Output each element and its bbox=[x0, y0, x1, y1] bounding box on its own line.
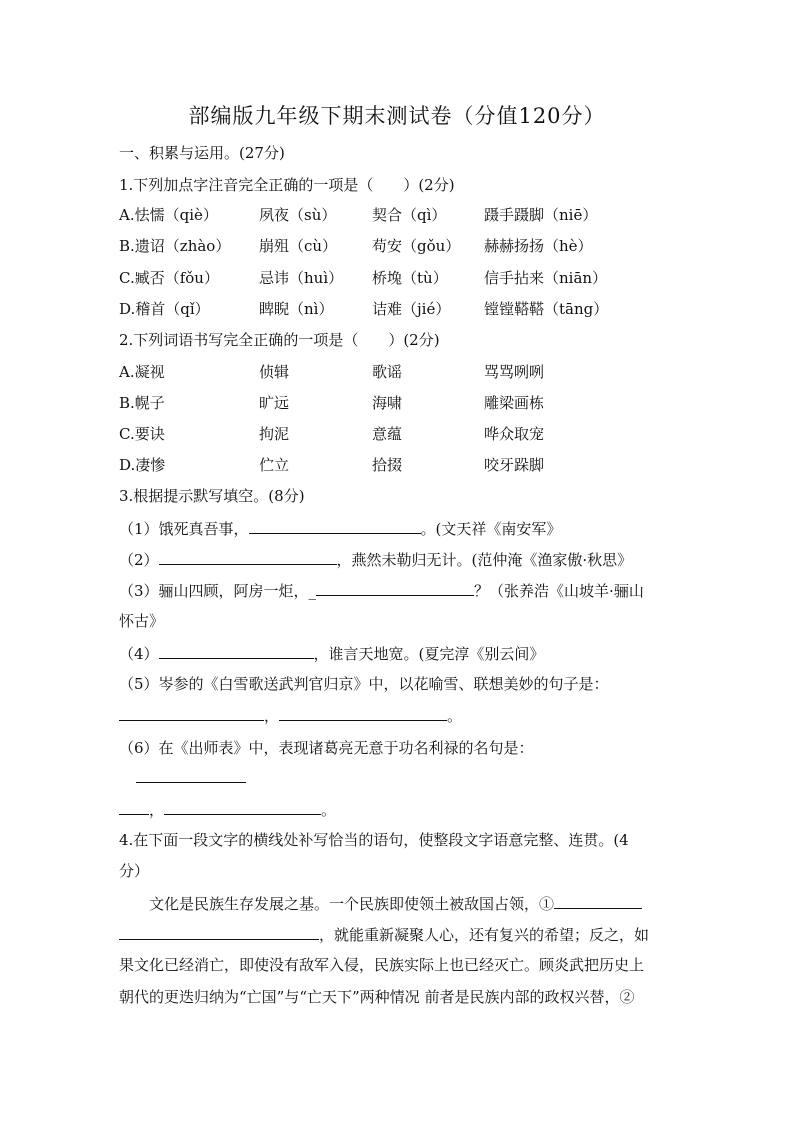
q2-option-d-4: 咬牙跺脚 bbox=[484, 456, 545, 474]
q2-option-a-4: 骂骂咧咧 bbox=[484, 363, 545, 381]
q1-option-d-1: D.稽首（qǐ） bbox=[119, 300, 210, 318]
answer-blank[interactable] bbox=[159, 642, 314, 659]
q4-paragraph-text: ，就能重新凝聚人心，还有复兴的希望；反之，如 bbox=[319, 926, 650, 944]
q3-item-3-prompt: （3）骊山四顾，阿房一炬，_ bbox=[119, 582, 317, 600]
q3-item-1-source: 。(文天祥《南安军》 bbox=[420, 520, 562, 538]
q3-item-6-answer-line-1 bbox=[136, 766, 246, 789]
q1-option-a-3: 契合（qì） bbox=[372, 206, 447, 224]
q3-item-5-answer bbox=[119, 704, 462, 727]
q4-paragraph-line-4: 朝代的更迭归纳为“亡国”与“亡天下”两种情况 前者是民族内部的政权兴替，② bbox=[119, 988, 635, 1006]
q3-item-4 bbox=[119, 642, 544, 665]
q2-option-b-4: 雕梁画栋 bbox=[484, 394, 545, 412]
q2-option-c-4: 哗众取宠 bbox=[484, 425, 545, 443]
question-4-stem: 4.在下面一段文字的横线处补写恰当的语句，使整段文字语意完整、连贯。(4 bbox=[119, 831, 629, 849]
comma: ， bbox=[149, 801, 165, 819]
q2-option-b-1: B.幌子 bbox=[119, 394, 165, 412]
q2-option-a-1: A.凝视 bbox=[119, 363, 165, 381]
answer-blank[interactable] bbox=[119, 704, 264, 721]
q2-option-a-3: 歌谣 bbox=[372, 363, 403, 381]
q3-item-3-continued: 怀古》 bbox=[119, 612, 165, 630]
comma: ， bbox=[264, 707, 280, 725]
q1-option-a-2: 夙夜（sù） bbox=[259, 206, 337, 224]
q3-item-1-prompt: （1）饿死真吾事， bbox=[119, 520, 249, 538]
answer-blank[interactable] bbox=[316, 579, 474, 596]
q3-item-3-source: ？（张养浩《山坡羊·骊山 bbox=[474, 582, 644, 600]
q3-item-6-answer-line-2 bbox=[119, 798, 336, 821]
q3-item-1 bbox=[119, 517, 561, 540]
q1-option-d-4: 镗镗鞳鞳（tāng） bbox=[484, 300, 609, 318]
question-1-stem: 1.下列加点字注音完全正确的一项是（ ）(2分) bbox=[119, 176, 455, 194]
section-heading: 一、积累与运用。(27分) bbox=[119, 144, 285, 162]
answer-blank[interactable] bbox=[119, 798, 149, 815]
q1-option-c-1: C.臧否（fǒu） bbox=[119, 269, 219, 287]
period: 。 bbox=[321, 801, 337, 819]
q3-item-4-number: （4） bbox=[119, 645, 159, 663]
q4-paragraph-line-3: 果文化已经消亡，即使没有敌军入侵，民族实际上也已经灭亡。顾炎武把历史上 bbox=[119, 956, 645, 974]
q2-option-c-2: 拘泥 bbox=[259, 425, 290, 443]
q3-item-2-number: （2） bbox=[119, 551, 159, 569]
question-2-stem: 2.下列词语书写完全正确的一项是（ ）(2分) bbox=[119, 331, 440, 349]
q1-option-c-4: 信手拈来（niān） bbox=[484, 269, 608, 287]
answer-blank-1[interactable] bbox=[119, 923, 319, 940]
q1-option-b-3: 苟安（gǒu） bbox=[372, 237, 461, 255]
q3-item-2-source: ，燕然未勒归无计。(范仲淹《渔家傲·秋思》 bbox=[336, 551, 633, 569]
answer-blank[interactable] bbox=[164, 798, 321, 815]
q2-option-c-1: C.要诀 bbox=[119, 425, 165, 443]
answer-blank[interactable] bbox=[279, 704, 447, 721]
q3-item-5: （5）岑参的《白雪歌送武判官归京》中，以花喻雪、联想美妙的句子是： bbox=[119, 675, 609, 693]
answer-blank[interactable] bbox=[136, 766, 246, 783]
q4-paragraph-text: 文化是民族生存发展之基。一个民族即使领土被敌国占领，① bbox=[149, 895, 555, 913]
q2-option-a-2: 侦辑 bbox=[259, 363, 290, 381]
answer-blank[interactable] bbox=[159, 548, 337, 565]
q3-item-2 bbox=[119, 548, 632, 571]
question-4-stem-continued: 分） bbox=[119, 862, 150, 880]
answer-blank[interactable] bbox=[249, 517, 421, 534]
q1-option-c-3: 桥堍（tù） bbox=[372, 269, 448, 287]
q2-option-c-3: 意蕴 bbox=[372, 425, 403, 443]
q2-option-d-3: 拾掇 bbox=[372, 456, 403, 474]
q1-option-d-3: 诘难（jié） bbox=[372, 300, 451, 318]
q4-paragraph-line-1 bbox=[149, 892, 642, 915]
question-3-stem: 3.根据提示默写填空。(8分) bbox=[119, 487, 305, 505]
q1-option-b-1: B.遗诏（zhào） bbox=[119, 237, 231, 255]
q1-option-d-2: 睥睨（nì） bbox=[259, 300, 334, 318]
q1-option-c-2: 忌讳（huì） bbox=[259, 269, 344, 287]
q2-option-b-3: 海啸 bbox=[372, 394, 403, 412]
period: 。 bbox=[447, 707, 463, 725]
q1-option-b-2: 崩殂（cù） bbox=[259, 237, 338, 255]
q3-item-4-source: ，谁言天地宽。(夏完淳《别云间》 bbox=[313, 645, 545, 663]
q4-paragraph-line-2 bbox=[119, 923, 649, 946]
q2-option-d-1: D.凄惨 bbox=[119, 456, 166, 474]
q1-option-a-4: 蹑手蹑脚（niē） bbox=[484, 206, 598, 224]
q2-option-d-2: 伫立 bbox=[259, 456, 290, 474]
answer-blank-1[interactable] bbox=[554, 892, 642, 909]
q1-option-b-4: 赫赫扬扬（hè） bbox=[484, 237, 593, 255]
q3-item-6: （6）在《出师表》中，表现诸葛亮无意于功名利禄的名句是： bbox=[119, 739, 534, 757]
page-title: 部编版九年级下期末测试卷（分值120分） bbox=[188, 104, 606, 128]
q1-option-a-1: A.怯懦（qiè） bbox=[119, 206, 218, 224]
q3-item-3 bbox=[119, 579, 644, 602]
q2-option-b-2: 旷远 bbox=[259, 394, 290, 412]
